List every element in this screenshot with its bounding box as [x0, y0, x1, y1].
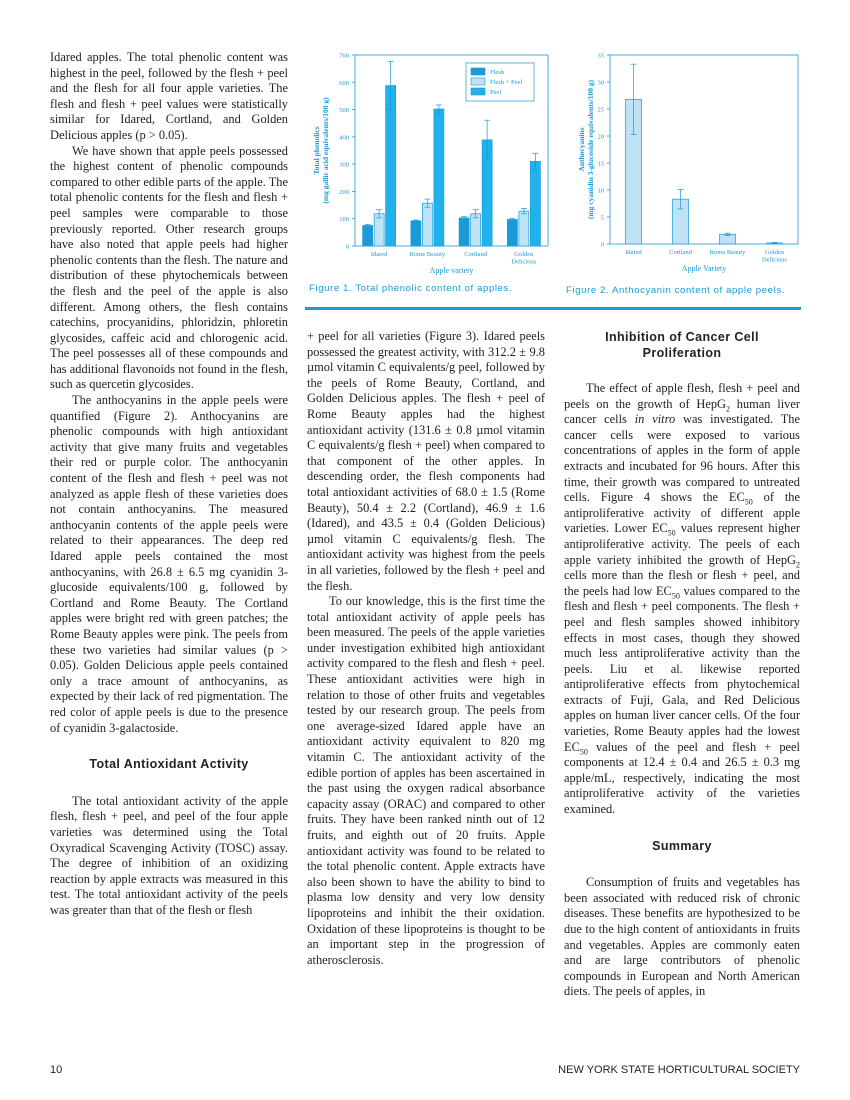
x-axis-label: Apple Variety — [681, 264, 727, 273]
column-2 — [307, 329, 545, 968]
paragraph: The total antioxidant activity of the apple flesh, flesh + peel, and peel of the four apple varieties was determined using the Total Oxyradical Scavenging Activity (TOSC) assay. The degree of inhibition of an oxidizing reaction by apple extracts was measured in this test. The total antioxidant activity of the peels was greater than that of the flesh or flesh — [50, 793, 288, 917]
bar — [363, 226, 373, 246]
x-tick-label: Rome Beauty — [409, 251, 446, 258]
paragraph: Idared apples. The total phenolic content was highest in the peel, followed by the flesh + peel and the flesh for all four apple varieties. The flesh and flesh + peel values were statistically similar for Idared, Cortland, and Golden Delicious apples (p > 0.05). — [50, 50, 288, 142]
bar — [422, 203, 432, 246]
bar — [411, 221, 421, 246]
bar — [507, 220, 517, 246]
section-heading: Total Antioxidant Activity — [89, 757, 249, 772]
y-tick-label: 300 — [339, 161, 349, 169]
x-tick-label: Delicious — [511, 258, 537, 266]
y-tick-label: 35 — [597, 52, 604, 60]
x-tick-label: Idared — [370, 251, 388, 258]
section-heading: Inhibition of Cancer Cell Proliferation — [605, 330, 759, 360]
column-1 — [50, 50, 288, 918]
bar — [519, 211, 529, 246]
x-tick-label: Golden — [764, 249, 785, 256]
figure-1-chart — [305, 45, 553, 280]
legend-label: Flesh — [490, 69, 505, 76]
y-tick-label: 600 — [339, 79, 349, 87]
x-tick-label: Delicious — [762, 256, 787, 264]
section-heading: Summary — [652, 838, 712, 853]
x-tick-label: Rome Beauty — [709, 249, 746, 256]
bar — [530, 161, 540, 246]
publisher-footer: NEW YORK STATE HORTICULTURAL SOCIETY — [558, 1064, 800, 1076]
y-tick-label: 30 — [597, 79, 604, 87]
y-axis-label: Total phenolics — [312, 126, 321, 175]
paragraph: The anthocyanins in the apple peels were quantified (Figure 2). Anthocyanins are phenolic compounds with high antioxidant activity that give many fruits and vegetables their red or purple color. The anthocyanin content of the flesh and flesh + peel was not analyzed as apple flesh of these varieties does not contain anthocyanins. The measured anthocyanin contents of the apple peels were related to their appearances. The deep red Idared apple peels contained the most anthocyanins, with 26.8 ± 6.5 mg cyanidin 3-glucoside equivalents/100 g, followed by Cortland and Rome Beauty. The Cortland apples were bright red with green patches; the Rome Beauty apples were pink. The peels from these two varieties had similar values (p > 0.05). Golden Delicious apple peels contained only a trace amount of anthocyanins, as expected by their lack of red pigmentation. The red color of apple peels is due to the presence of cyanidin 3-galactoside. — [50, 393, 288, 735]
bar — [434, 109, 444, 246]
x-tick-label: Idared — [625, 249, 642, 256]
paragraph: To our knowledge, this is the first time the total antioxidant activity of apple peels has been measured. The peels of the apple varieties under investigation exhibited high antioxidant activity compared to the flesh and flesh + peel. These antioxidant activities were high in relation to those of other fruits and vegetables tested by our research group. The peels from one average-sized Idared apple have an antioxidant activity equivalent to 820 mg vitamin C. The antioxidant activity of the edible portion of apples has been ascertained in the past using the oxygen radical absorbance capacity assay (ORAC) and compared to other fruits. They have been ranked ninth out of 12 fruits, and eighth out of 20 fruits. Apple antioxidant activity was found to be related to the total phenolic content. Apple extracts have also been shown to have the ability to bind to plasma low density and very low density lipoproteins and inhibit the their oxidation. Oxidation of these lipoproteins is thought to be an important step in the progression of atherosclerosis. — [307, 594, 545, 967]
bar — [459, 218, 469, 246]
x-tick-label: Golden — [514, 251, 534, 258]
y-tick-label: 15 — [597, 160, 604, 168]
legend-label: Flesh + Peel — [490, 79, 523, 86]
bar — [374, 214, 384, 246]
y-tick-label: 20 — [597, 133, 604, 141]
bar — [720, 234, 736, 244]
figure-2-caption: Figure 2. Anthocyanin content of apple peels. — [566, 285, 786, 296]
y-tick-label: 0 — [345, 243, 349, 251]
y-tick-label: 500 — [339, 107, 349, 115]
paragraph: + peel for all varieties (Figure 3). Idared peels possessed the greatest activity, with 312.2 ± 9.8 µmol vitamin C equivalents/g peel, followed by the peels of Rome Beauty, Cortland, and Golden Delicious apples. The flesh + peel of Rome Beauty apples had the highest antioxidant activity (131.6 ± 0.8 µmol vitamin C equivalents/g flesh + peel) when compared to that component of the other apples. In descending order, the flesh components had total antioxidant activities of 68.0 ± 1.5 (Rome Beauty), 50.4 ± 2.2 (Cortland), 46.9 ± 1.6 (Idared), and 43.5 ± 0.4 (Golden Delicious) µmol vitamin C equivalents/g flesh. The antioxidant activity was highest from the peels in all varieties, followed by the flesh + peel and the flesh. — [307, 329, 545, 593]
y-tick-label: 100 — [339, 216, 349, 224]
legend-swatch — [471, 88, 485, 95]
y-tick-label: 5 — [600, 214, 604, 222]
y-axis-label: (mg gallic acid equivalents/100 g) — [321, 97, 330, 204]
legend-swatch — [471, 68, 485, 75]
paragraph: Consumption of fruits and vegetables has been associated with reduced risk of chronic diseases. These benefits are hypothesized to be due to the high content of antioxidants in fruits and vegetables. Apples are commonly eaten and are large contributors of phenolic compounds in European and North American diets. The peels of apples, in — [564, 875, 800, 999]
column-3 — [564, 329, 800, 1000]
y-tick-label: 0 — [600, 241, 604, 249]
x-tick-label: Cortland — [669, 249, 692, 256]
y-axis-label: Anthocyanins — [577, 127, 586, 172]
y-tick-label: 200 — [339, 188, 349, 196]
section-divider — [305, 307, 801, 310]
y-axis-label: (mg cyanidin 3-glucoside equivalents/100 g) — [586, 79, 595, 220]
x-axis-label: Apple variety — [429, 266, 474, 275]
legend-swatch — [471, 78, 485, 85]
bar — [471, 214, 481, 246]
paragraph: We have shown that apple peels possessed the highest content of phenolic compounds compared to other edible parts of the apple. The total phenolic contents for the flesh and flesh + peel samples were comparable to those previously reported. Other research groups have also noted that apple peels had higher phenolic contents than the flesh. The nature and distribution of these phytochemicals between the flesh and the peel of the apple is also different. Among others, the flesh contains catechins, procyanidins, phloridzin, phloretin glycosides, caffeic acid and chlorogenic acid. The peel possesses all of these compounds and has additional flavonoids not found in the flesh, such as quercetin glycosides. — [50, 143, 288, 392]
paragraph: The effect of apple flesh, flesh + peel and peels on the growth of HepG$_2$ human liver cancer cells in vitro was investigated. The cancer cells were exposed to various concentrations of apples in the form of apple extracts and incubated for 96 hours. After this time, their growth was compared to untreated cells. Figure 4 shows the $EC_{50}$ of the antiproliferative activity of different apple varieties. Lower $EC_{50}$ values represent higher antiproliferative activity. The peels of each apple variety inhibited the growth of HepG$_2$ cells more than the flesh or flesh + peel, and the peels had low $EC_{50}$ values compared to the flesh and flesh + peel components. The flesh + peel and flesh samples showed inhibitory effects in most cases, though they showed much less antiproliferative activity than the peels. Liu et al. likewise reported antiproliferative effects from phytochemical extracts of Fuji, Gala, and Red Delicious apples on human liver cancer cells. Of the four varieties, Rome Beauty apples had the lowest $EC_{50}$ values of the peel and flesh + peel components at 12.4 ± 0.4 and 26.5 ± 0.3 mg apple/mL, respectively, indicating the most antiproliferative activity of the varieties examined. — [564, 381, 801, 817]
x-tick-label: Cortland — [464, 251, 487, 258]
y-tick-label: 400 — [339, 134, 349, 142]
legend-label: Peel — [490, 89, 502, 96]
y-tick-label: 25 — [597, 106, 604, 114]
page-number: 10 — [50, 1064, 63, 1076]
y-tick-label: 700 — [339, 52, 349, 60]
y-tick-label: 10 — [597, 187, 604, 195]
figure-1-caption: Figure 1. Total phenolic content of apples. — [309, 283, 513, 294]
figure-2-chart — [566, 45, 802, 280]
